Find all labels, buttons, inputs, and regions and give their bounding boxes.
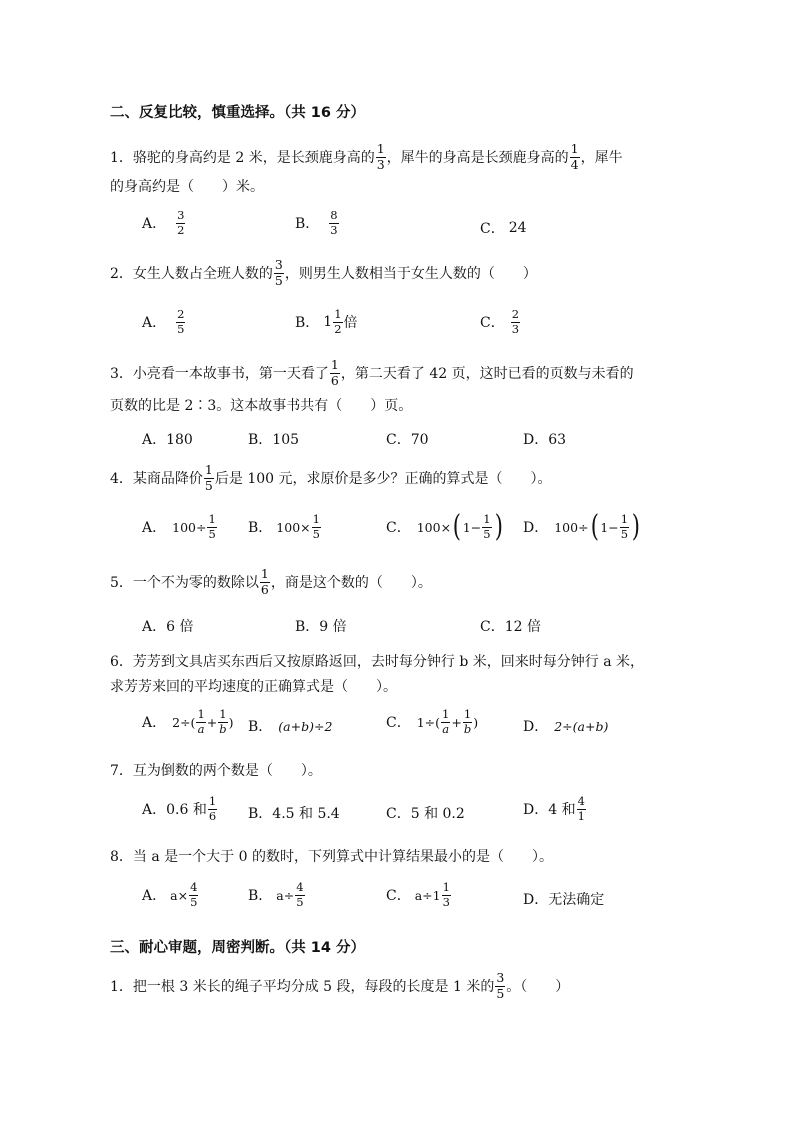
q5-fraction: $\frac{1}{6}$ [260, 566, 269, 597]
q7-option-d[interactable]: D．4 和 $\frac{4}{1}$ [523, 794, 585, 823]
q6-option-a-fraction-b: $\frac{1}{b}$ [219, 707, 227, 736]
q3-option-b[interactable]: B．105 [248, 432, 300, 448]
q1-option-a[interactable]: A． $\frac{3}{2}$ [142, 208, 185, 237]
q1-fraction-2: $\frac{1}{4}$ [570, 141, 579, 172]
q8-option-a[interactable]: A． a× $\frac{4}{5}$ [142, 880, 198, 909]
q2-fraction: $\frac{3}{5}$ [274, 257, 283, 288]
question-6-line-1: 6．芳芳到文具店买东西后又按原路返回，去时每分钟行 b 米，回来时每分钟行 a 米， [110, 654, 645, 670]
q2-option-b[interactable]: B． 1 $\frac{1}{2}$ 倍 [295, 307, 358, 336]
q8-option-d[interactable]: D．无法确定 [523, 892, 605, 908]
question-1-line-2: 的身高约是（ ）米。 [110, 179, 264, 195]
q1-option-c[interactable]: C． 24 [480, 220, 527, 237]
q7-option-b[interactable]: B．4.5 和 5.4 [248, 806, 340, 822]
question-5-line: 5．一个不为零的数除以 $\frac{1}{6}$ ，商是这个数的（ ）。 [110, 566, 432, 597]
q7-option-a-fraction: $\frac{1}{6}$ [208, 794, 217, 823]
q8-option-c-fraction: $\frac{1}{3}$ [442, 880, 450, 909]
q2-option-a[interactable]: A． $\frac{2}{5}$ [142, 307, 185, 336]
q1-text-a: 1．骆驼的身高约是 2 米，是长颈鹿身高的 [110, 150, 375, 166]
q1-fraction-1: $\frac{1}{3}$ [376, 141, 385, 172]
question-4-line: 4．某商品降价 $\frac{1}{5}$ 后是 100 元，求原价是多少？正确的算式是（ ）。 [110, 462, 552, 493]
q2-option-c-fraction: $\frac{2}{3}$ [511, 307, 520, 336]
q5-option-a[interactable]: A．6 倍 [142, 619, 194, 635]
q8-option-b[interactable]: B． a÷ $\frac{4}{5}$ [248, 880, 304, 909]
question-7-line: 7．互为倒数的两个数是（ ）。 [110, 763, 322, 779]
q7-option-a[interactable]: A．0.6 和 $\frac{1}{6}$ [142, 794, 217, 823]
q4-option-c-fraction: $\frac{1}{5}$ [483, 512, 491, 541]
q4-option-a-fraction: $\frac{1}{5}$ [208, 512, 216, 541]
q1-option-b-fraction: $\frac{8}{3}$ [330, 208, 338, 237]
q1-text-c: ，犀牛 [580, 150, 623, 166]
q6-option-c-fraction-b: $\frac{1}{b}$ [463, 707, 472, 736]
q6-option-d[interactable]: D． 2÷(a+b) [523, 718, 609, 735]
q1-option-a-fraction: $\frac{3}{2}$ [177, 208, 185, 237]
q3-option-a[interactable]: A．180 [142, 432, 193, 448]
question-1-line-1 [110, 143, 623, 171]
q8-option-b-fraction: $\frac{4}{5}$ [296, 880, 304, 909]
q5-option-b[interactable]: B．9 倍 [295, 619, 347, 635]
section-3-title: 三、耐心审题，周密判断。（共 14 分） [110, 940, 366, 956]
q6-option-a[interactable]: A． 2÷( $\frac{1}{a}$ + $\frac{1}{b}$ ) [142, 707, 234, 736]
question-2-line: 2．女生人数占全班人数的 $\frac{3}{5}$ ，则男生人数相当于女生人数的（ ） [110, 257, 537, 288]
q2-option-c[interactable]: C． $\frac{2}{3}$ [480, 307, 520, 336]
q8-option-a-fraction: $\frac{4}{5}$ [190, 880, 198, 909]
q6-option-c-fraction-a: $\frac{1}{a}$ [442, 707, 450, 736]
q5-option-c[interactable]: C．12 倍 [480, 619, 541, 635]
q4-option-d-fraction: $\frac{1}{5}$ [620, 512, 629, 541]
q7-option-c[interactable]: C．5 和 0.2 [386, 806, 465, 822]
q7-option-d-fraction: $\frac{4}{1}$ [577, 794, 585, 823]
q4-option-c[interactable]: C． 100× ( 1 − $\frac{1}{5}$ ) [386, 509, 503, 544]
q3-fraction: $\frac{1}{6}$ [330, 357, 339, 388]
s3-q1-fraction: $\frac{3}{5}$ [496, 970, 505, 1001]
q4-option-b[interactable]: B． 100× $\frac{1}{5}$ [248, 512, 320, 541]
q4-option-b-fraction: $\frac{1}{5}$ [312, 512, 320, 541]
q4-fraction: $\frac{1}{5}$ [204, 462, 213, 493]
section-3-question-1-line: 1．把一根 3 米长的绳子平均分成 5 段，每段的长度是 1 米的 $\frac{3}{5}$ 。（ ） [110, 970, 570, 1001]
section-2-title: 二、反复比较，慎重选择。（共 16 分） [110, 105, 366, 121]
q2-option-a-fraction: $\frac{2}{5}$ [177, 307, 185, 336]
q3-option-c[interactable]: C．70 [386, 432, 429, 448]
q2-option-b-fraction: $\frac{1}{2}$ [334, 307, 342, 336]
q4-option-a[interactable]: A． 100÷ $\frac{1}{5}$ [142, 512, 216, 541]
q1-text-b: ，犀牛的身高是长颈鹿身高的 [386, 150, 569, 166]
q6-option-b[interactable]: B． (a+b)÷2 [248, 718, 333, 735]
question-3-line-1: 3．小亮看一本故事书，第一天看了 $\frac{1}{6}$ ，第二天看了 42 页，这时已看的页数与未看的 [110, 357, 634, 388]
question-3-line-2: 页数的比是 2∶3。这本故事书共有（ ）页。 [110, 398, 413, 414]
q6-option-c[interactable]: C． 1÷( $\frac{1}{a}$ + $\frac{1}{b}$ ) [386, 707, 479, 736]
q6-option-a-fraction-a: $\frac{1}{a}$ [197, 707, 205, 736]
q8-option-c[interactable]: C． a÷1 $\frac{1}{3}$ [386, 880, 450, 909]
q3-option-d[interactable]: D．63 [523, 432, 567, 448]
q4-option-d[interactable]: D． 100÷ ( 1 − $\frac{1}{5}$ ) [523, 509, 641, 544]
q1-option-b[interactable]: B． $\frac{8}{3}$ [295, 208, 338, 237]
question-6-line-2: 求芳芳来回的平均速度的正确算式是（ ）。 [110, 679, 397, 695]
question-8-line: 8．当 a 是一个大于 0 的数时，下列算式中计算结果最小的是（ ）。 [110, 849, 553, 865]
